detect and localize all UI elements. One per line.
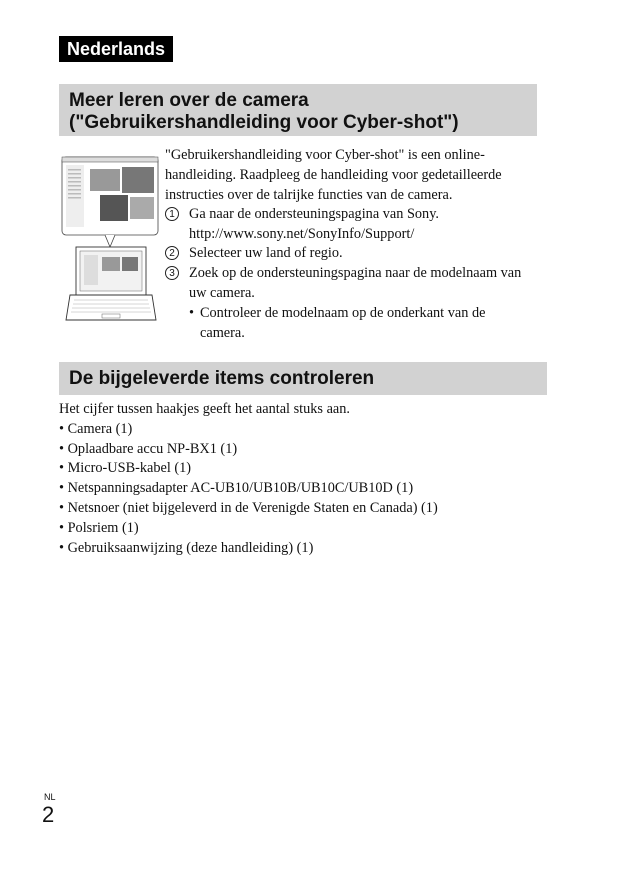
- step-2: [165, 244, 555, 264]
- section-heading-learn-more: [59, 84, 537, 136]
- step-1: [165, 205, 555, 245]
- section-heading-check-items: De bijgeleverde items controleren: [59, 362, 547, 395]
- list-item: • Gebruiksaanwijzing (deze handleiding) (1): [59, 539, 314, 556]
- step-number: 1: [165, 207, 179, 221]
- list-item: • Polsriem (1): [59, 519, 139, 536]
- list-item: • Micro-USB-kabel (1): [59, 460, 192, 477]
- step-text: Selecteer uw land of regio.: [189, 245, 343, 261]
- page-number: 2: [42, 802, 55, 827]
- language-tag: Nederlands: [59, 36, 173, 62]
- laptop-manual-illustration: [60, 155, 160, 325]
- page-language-code: NL: [44, 792, 56, 802]
- intro-line: "Gebruikershandleiding voor Cyber-shot" is een online-: [165, 147, 485, 163]
- intro-line: handleiding. Raadpleeg de handleiding voor gedetailleerde: [165, 166, 502, 183]
- heading-line-1: Meer leren over de camera: [69, 90, 309, 111]
- step-text: uw camera.: [189, 284, 255, 301]
- sub-bullet-line: camera.: [200, 324, 245, 341]
- support-url[interactable]: http://www.sony.net/SonyInfo/Support/: [189, 225, 415, 242]
- step-number: 2: [165, 246, 179, 260]
- step-text: Ga naar de ondersteuningspagina van Sony.: [189, 206, 439, 222]
- sub-bullet: [189, 304, 549, 344]
- list-item: • Camera (1): [59, 420, 133, 437]
- list-item: • Netspanningsadapter AC-UB10/UB10B/UB10C/UB10D (1): [59, 480, 414, 497]
- supplied-items-list: [59, 400, 549, 558]
- bullet-dot: •: [189, 305, 195, 321]
- items-intro: Het cijfer tussen haakjes geeft het aantal stuks aan.: [59, 401, 350, 417]
- intro-paragraph: [165, 146, 550, 205]
- list-item: • Oplaadbare accu NP-BX1 (1): [59, 440, 238, 457]
- list-item: • Netsnoer (niet bijgeleverd in de Verenigde Staten en Canada) (1): [59, 499, 438, 516]
- heading-line-2: ("Gebruikershandleiding voor Cyber-shot"): [69, 112, 459, 133]
- step-number: 3: [165, 266, 179, 280]
- step-text: Zoek op de ondersteuningspagina naar de modelnaam van: [189, 265, 522, 281]
- step-3: [165, 264, 555, 304]
- intro-line: instructies over de talrijke functies van de camera.: [165, 186, 453, 203]
- sub-bullet-line: Controleer de modelnaam op de onderkant van de: [200, 305, 486, 321]
